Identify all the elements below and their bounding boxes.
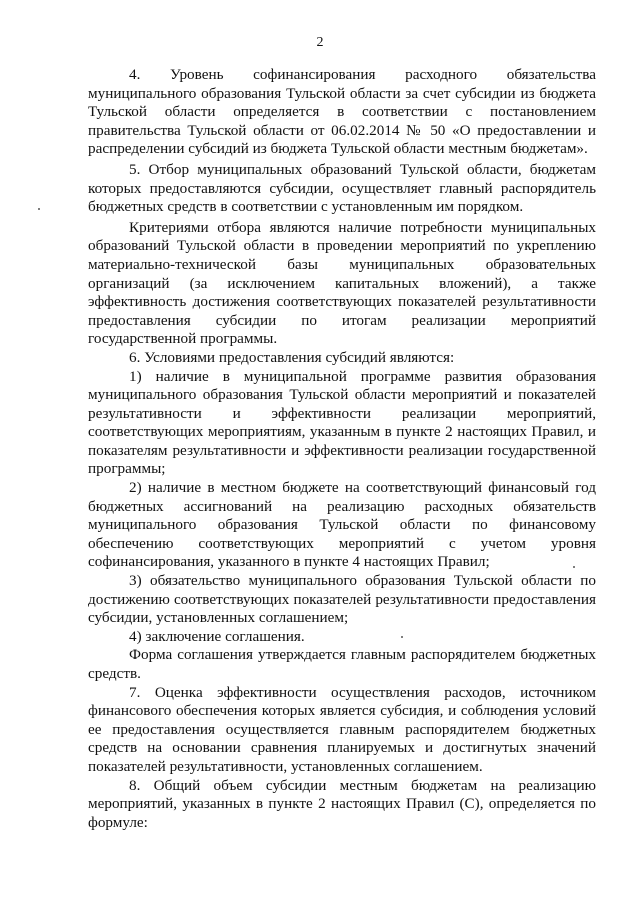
paragraph-condition-3: 3) обязательство муниципального образования Тульской области по достижению соответствующих показателей результативности предоставления субсидии, установленных соглашением; xyxy=(88,572,596,627)
paragraph-item-7: 7. Оценка эффективности осуществления расходов, источником финансового обеспечения которых является субсидия, и соблюдения условий ее предоставления осуществляется главным распорядителем бюджетных средств на основании сравнения планируемых и достигнутых значений показателей результативности, установленных соглашением. xyxy=(88,683,596,775)
paragraph-item-4: 4. Уровень софинансирования расходного обязательства муниципального образования Тульской области за счет субсидии из бюджета Тульской области определяется в соответствии с постановлением правительства Тульской области от 06.02.2014 № 50 «О предоставлении и распределении субсидий из бюджета Тульской области местным бюджетам». xyxy=(88,66,596,158)
paragraph-agreement-form: Форма соглашения утверждается главным распорядителем бюджетных средств. xyxy=(88,646,596,682)
paragraph-selection-criteria: Критериями отбора являются наличие потребности муниципальных образований Тульской области в проведении мероприятий по укреплению материально-технической базы муниципальных образовательных организаций (за исключением капитальных вложений), а также эффективность достижения соответствующих показателей результативности предоставления субсидии по итогам реализации мероприятий государственной программы. xyxy=(88,218,596,348)
document-body xyxy=(88,66,596,832)
paragraph-condition-4: 4) заключение соглашения. xyxy=(129,627,305,645)
scan-speck xyxy=(38,208,40,210)
paragraph-condition-1: 1) наличие в муниципальной программе развития образования муниципального образования Тульской области мероприятий и показателей результативности и эффективности реализации мероприятий, соответствующих мероприятиям, указанным в пункте 2 настоящих Правил, и показателям результативности и эффективности реализации государственной программы; xyxy=(88,367,596,478)
scan-speck xyxy=(401,636,403,638)
paragraph-item-5: 5. Отбор муниципальных образований Тульской области, бюджетам которых предоставляются субсидии, осуществляет главный распорядитель бюджетных средств в соответствии с установленным им порядком. xyxy=(88,160,596,216)
paragraph-condition-2: 2) наличие в местном бюджете на соответствующий финансовый год бюджетных ассигнований на реализацию расходных обязательств муниципального образования Тульской области по финансовому обеспечению соответствующих мероприятий с учетом уровня софинансирования, указанного в пункте 4 настоящих Правил; xyxy=(88,479,596,571)
paragraph-item-6: 6. Условиями предоставления субсидий являются: xyxy=(129,348,455,366)
page-number: 2 xyxy=(316,35,324,50)
paragraph-item-8: 8. Общий объем субсидии местным бюджетам на реализацию мероприятий, указанных в пункте 2 настоящих Правил (С), определяется по формуле: xyxy=(88,776,596,831)
scan-speck xyxy=(573,566,575,568)
